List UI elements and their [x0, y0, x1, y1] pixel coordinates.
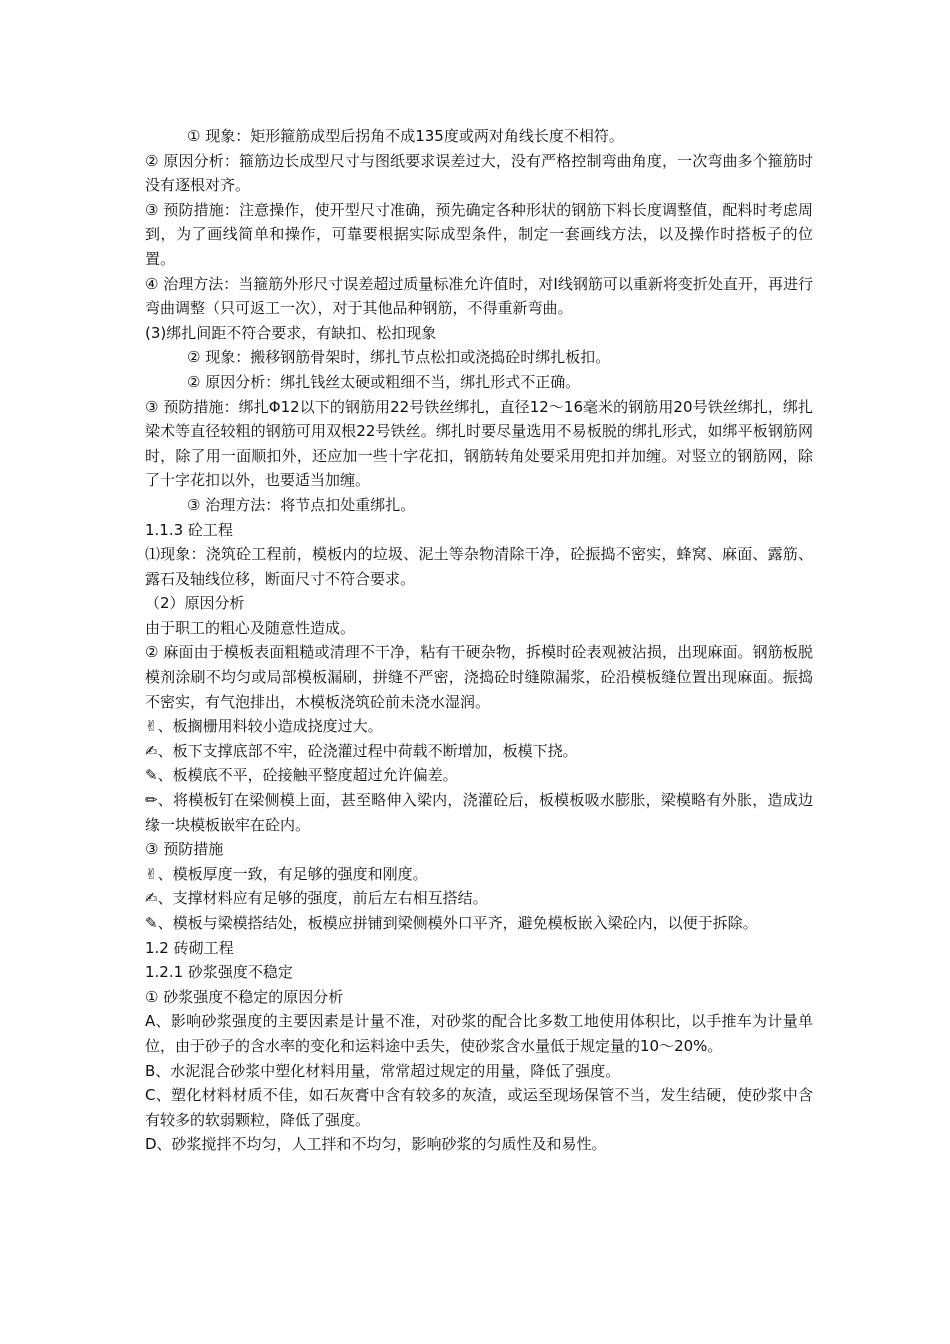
paragraph: ⑴现象：浇筑砼工程前，模板内的垃圾、泥土等杂物清除干净，砼振捣不密实，蜂窝、麻面、露筋、露石及轴线位移，断面尺寸不符合要求。	[145, 545, 813, 588]
paragraph: ③ 治理方法：将节点扣处重绑扎。	[187, 495, 416, 514]
list-item: ✎、板模底不平，砼接触平整度超过允许偏差。	[145, 766, 458, 785]
list-item: ✌、模板厚度一致，有足够的强度和刚度。	[145, 864, 428, 883]
list-item: ✍、支撑材料应有足够的强度，前后左右相互搭结。	[145, 889, 488, 908]
subheading: (3)绑扎间距不符合要求，有缺扣、松扣现象	[145, 323, 437, 342]
list-item: ✏、将模板钉在梁侧模上面，甚至略伸入梁内，浇灌砼后，板模板吸水膨胀，梁模略有外胀，造成边缘一块模板嵌牢在砼内。	[145, 791, 813, 834]
list-item: ✍、板下支撑底部不牢，砼浇灌过程中荷载不断增加，板模下挠。	[145, 741, 578, 760]
list-item: ✌、板搁栅用料较小造成挠度过大。	[145, 717, 383, 736]
subheading: ① 砂浆强度不稳定的原因分析	[145, 987, 344, 1006]
paragraph: ④ 治理方法：当箍筋外形尺寸误差超过质量标准允许值时，对I线钢筋可以重新将变折处直开，再进行弯曲调整（只可返工一次），对于其他品种钢筋，不得重新弯曲。	[145, 274, 813, 318]
list-item: ✎、模板与梁模搭结处，板模应拼铺到梁侧模外口平齐，避免模板嵌入梁砼内，以便于拆除。	[145, 914, 758, 932]
subheading: （2）原因分析	[145, 594, 245, 613]
paragraph: ③ 预防措施：绑扎Φ12以下的钢筋用22号铁丝绑扎，直径12～16毫米的钢筋用20号铁丝绑扎，绑扎梁术等直径较粗的钢筋可用双根22号铁丝。绑扎时要尽量选用不易板脱的绑扎形式，如绑平板钢筋网时，除了用一面顺扣外，还应加一些十字花扣，钢筋转角处要采用兜扣并加缠。对竖立的钢筋网，除了十字花扣以外，也要适当加缠。	[145, 397, 813, 490]
paragraph: 由于职工的粗心及随意性造成。	[145, 618, 356, 637]
document-body	[145, 124, 813, 1157]
section-heading: 1.2.1 砂浆强度不稳定	[145, 963, 293, 982]
paragraph: ② 现象：搬移钢筋骨架时，绑扎节点松扣或浇捣砼时绑扎板扣。	[187, 348, 611, 367]
paragraph: ① 现象：矩形箍筋成型后拐角不成135度或两对角线长度不相符。	[187, 127, 624, 145]
subheading: ③ 预防措施	[145, 840, 224, 859]
paragraph: ② 麻面由于模板表面粗糙或清理不干净，粘有干硬杂物，拆模时砼表观被沾损，出现麻面。钢筋板脱模剂涂刷不均匀或局部模板漏刷，拼缝不严密，浇捣砼时缝隙漏浆，砼沿模板缝位置出现麻面。振捣不密实，有气泡排出，木模板浇筑砼前未浇水湿润。	[145, 643, 813, 711]
list-item: A、影响砂浆强度的主要因素是计量不准，对砂浆的配合比多数工地使用体积比，以手推车为计量单位，由于砂子的含水率的变化和运料途中丢失，使砂浆含水量低于规定量的10～20%。	[145, 1012, 813, 1055]
section-heading: 1.2 砖砌工程	[145, 938, 234, 957]
paragraph: ② 原因分析：绑扎钱丝太硬或粗细不当，绑扎形式不正确。	[187, 372, 581, 391]
paragraph: ③ 预防措施：注意操作，使开型尺寸准确，预先确定各种形状的钢筋下料长度调整值，配料时考虑周到，为了画线简单和操作，可靠要根据实际成型条件，制定一套画线方法，以及操作时搭板子的位置。	[145, 200, 813, 268]
list-item: B、水泥混合砂浆中塑化材料用量，常常超过规定的用量，降低了强度。	[145, 1061, 621, 1080]
paragraph: ② 原因分析：箍筋边长成型尺寸与图纸要求误差过大，没有严格控制弯曲角度，一次弯曲多个箍筋时没有逐根对齐。	[145, 151, 813, 195]
list-item: D、砂浆搅拌不均匀，人工拌和不均匀，影响砂浆的匀质性及和易性。	[145, 1135, 607, 1154]
list-item: C、塑化材料材质不佳，如石灰膏中含有较多的灰渣，或运至现场保管不当，发生结硬，使砂浆中含有较多的软弱颗粒，降低了强度。	[145, 1086, 813, 1129]
section-heading: 1.1.3 砼工程	[145, 520, 233, 539]
